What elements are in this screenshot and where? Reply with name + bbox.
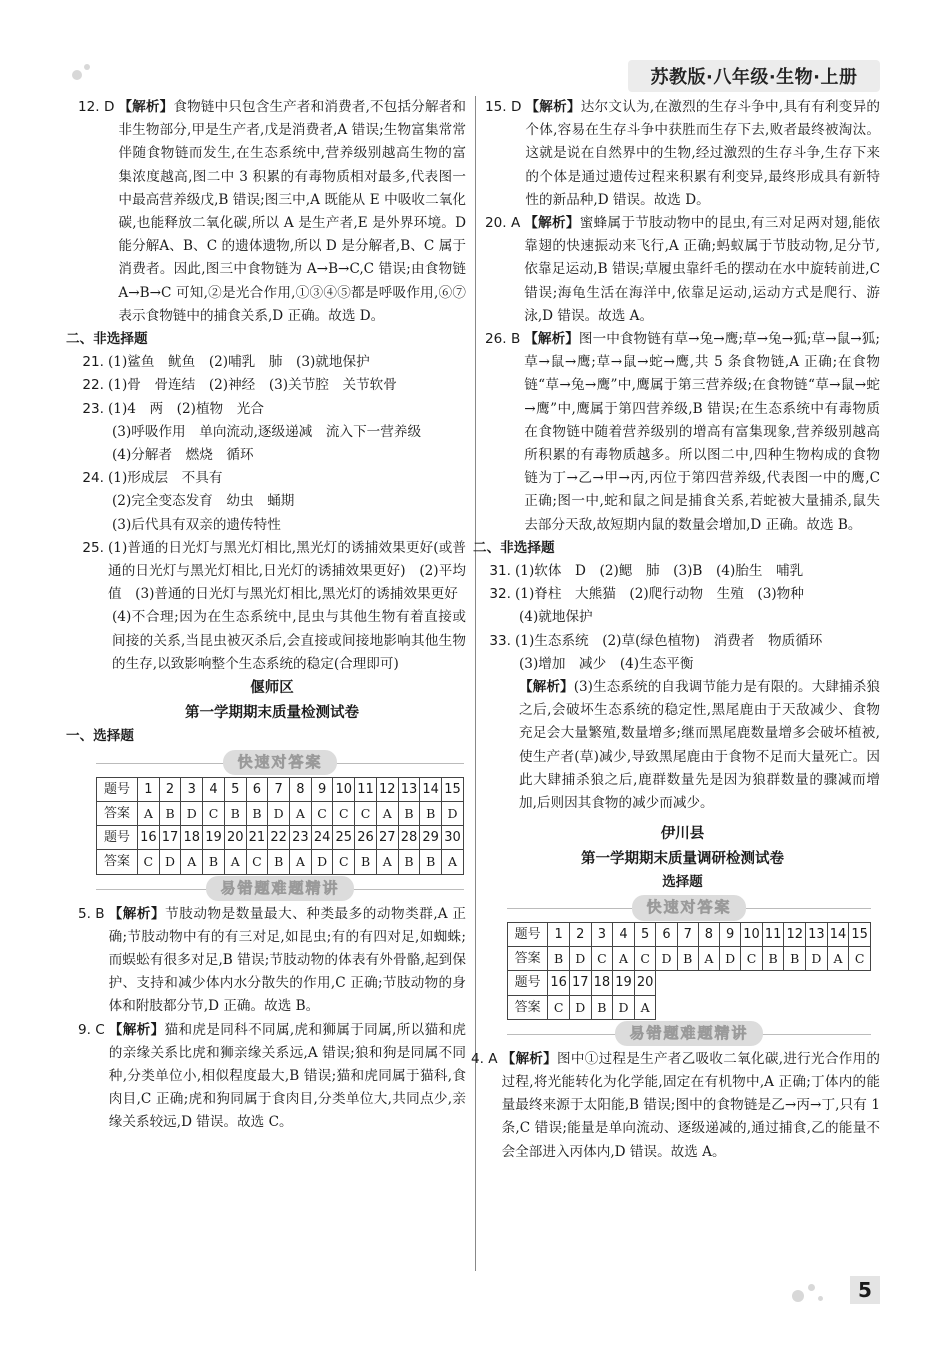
table-cell: D — [569, 947, 591, 971]
table-cell: 17 — [159, 826, 181, 850]
answer-text: (1)形成层 不具有 — [108, 470, 223, 487]
analysis-tag: 【解析】 — [501, 1050, 558, 1067]
table-cell: 18 — [181, 826, 203, 850]
table-cell: 23 — [290, 826, 312, 850]
table-cell: 4 — [203, 777, 225, 801]
table-cell: A — [442, 850, 464, 874]
table-cell: 9 — [311, 777, 333, 801]
table-cell: 14 — [420, 777, 442, 801]
table-cell: 12 — [784, 922, 806, 946]
table-cell: 3 — [181, 777, 203, 801]
answer-text: (1)普通的日光灯与黑光灯相比,黑光灯的诱捕效果更好(或普通的日光灯与黑光灯相比,日光灯的诱捕效果更好) (2)平均值 (3)普通的日光灯与黑光灯相比,黑光灯的诱捕效果更好 — [108, 539, 466, 603]
answer-text: 节肢动物是数量最大、种类最多的动物类群,A 正确;节肢动物中有的有三对足,如昆虫;有的有四对足,如蜘蛛;而蜈蚣有很多对足,B 错误;节肢动物的体表有外骨骼,起到保护、支持和减少体内水分散失的作用,C 正确;节肢动物的身体和附肢都分节,D 正确。故选 B。 — [108, 905, 466, 1015]
table-cell: D — [719, 947, 740, 971]
exam-title: 第一学期期末质量调研检测试卷 — [581, 850, 784, 867]
table-cell: A — [698, 947, 719, 971]
table-cell: 18 — [591, 971, 613, 995]
table-cell: 1 — [137, 777, 159, 801]
table-cell: D — [569, 995, 591, 1019]
table-row — [508, 995, 871, 1019]
answer-text: 猫和虎是同科不同属,虎和狮属于同属,所以猫和虎的亲缘关系比虎和狮亲缘关系远,A 错误;狼和狗是同属不同种,分类单位小,相似程度最大,B 错误;猫和虎同属于猫科,食肉目,C 正确;虎和狗同属于食肉目,分类单位大,共同点少,亲缘关系较远,D 错误。故选 C。 — [108, 1021, 467, 1131]
table-cell: A — [290, 801, 312, 825]
banner-label: 易错题难题精讲 — [206, 876, 353, 901]
section-heading: 一、选择题 — [66, 728, 134, 745]
answer-text: (1)骨 骨连结 (2)神经 (3)关节腔 关节软骨 — [108, 377, 397, 394]
answer-item — [78, 903, 466, 1019]
answer-item — [78, 537, 466, 607]
table-header-cell: 答案 — [508, 947, 548, 971]
table-cell: C — [203, 801, 225, 825]
answer-item — [485, 328, 880, 537]
table-cell: B — [762, 947, 784, 971]
table-cell: B — [398, 801, 420, 825]
answer-text: (1)鲨鱼 鱿鱼 (2)哺乳 肺 (3)就地保护 — [108, 354, 370, 371]
table-cell: B — [784, 947, 806, 971]
table-cell: B — [203, 850, 225, 874]
table-cell: A — [376, 850, 398, 874]
table-cell: C — [355, 801, 377, 825]
table-cell: 24 — [311, 826, 333, 850]
answer-text: (1)软体 D (2)鳃 肺 (3)B (4)胎生 哺乳 — [515, 563, 804, 580]
question-number: 25. — [82, 539, 104, 556]
table-cell: B — [398, 850, 420, 874]
question-number: 20. A — [485, 215, 521, 232]
table-header-cell: 答案 — [97, 801, 138, 825]
question-number: 9. C — [78, 1021, 105, 1038]
answer-line: (2)完全变态发育 幼虫 蛹期 — [112, 493, 295, 510]
table-cell: A — [376, 801, 398, 825]
table-header-cell: 题号 — [97, 826, 138, 850]
answer-line: (4)不合理;因为在生态系统中,昆虫与其他生物有着直接或间接的关系,当昆虫被灭杀后,会直接或间接地影响其他生物的生存,以致影响整个生态系统的稳定(合理即可) — [112, 609, 466, 672]
table-cell: B — [224, 801, 246, 825]
answer-line: (4)就地保护 — [519, 609, 593, 626]
table-cell: B — [355, 850, 377, 874]
answer-item — [78, 398, 466, 421]
answer-line: (3)后代具有双亲的遗传特性 — [112, 516, 281, 533]
table-cell: D — [159, 850, 181, 874]
table-cell: 28 — [398, 826, 420, 850]
answer-line: (3)增加 减少 (4)生态平衡 — [519, 655, 694, 672]
table-header-cell: 题号 — [97, 777, 138, 801]
answer-analysis — [485, 676, 880, 815]
table-cell: C — [246, 850, 268, 874]
table-cell: 1 — [548, 922, 570, 946]
table-cell: C — [634, 947, 656, 971]
table-cell: 15 — [849, 922, 871, 946]
banner-label: 快速对答案 — [632, 895, 745, 920]
table-cell: C — [591, 947, 613, 971]
table-cell: A — [181, 850, 203, 874]
answer-table — [96, 777, 464, 875]
table-cell: 7 — [268, 777, 290, 801]
table-cell: C — [137, 850, 159, 874]
table-cell: C — [333, 850, 355, 874]
table-cell: B — [591, 995, 613, 1019]
table-header-cell: 答案 — [508, 995, 548, 1019]
table-cell: 2 — [159, 777, 181, 801]
table-header-cell: 题号 — [508, 922, 548, 946]
quick-answer-banner — [96, 751, 464, 775]
table-cell: B — [246, 801, 268, 825]
answer-text: (3)生态系统的自我调节能力是有限的。大肆捕杀狼之后,会破坏生态系统的稳定性,黑尾鹿由于天敌减少、食物充足会大量繁殖,数量增多;继而黑尾鹿数量增多会破坏植被,使生产者(草)减少,导致黑尾鹿由于食物不足而大量死亡。因此大肆捕杀狼之后,鹿群数量先是因为狼群数量的骤减而增加,后则因其食物的减少而减少。 — [519, 679, 880, 812]
table-cell: 25 — [333, 826, 355, 850]
table-cell: 5 — [224, 777, 246, 801]
table-header-cell: 题号 — [508, 971, 548, 995]
question-number: 31. — [489, 563, 511, 580]
answer-item — [78, 374, 466, 397]
hard-question-banner — [507, 1022, 871, 1046]
hard-question-banner — [96, 877, 464, 901]
table-cell: 19 — [203, 826, 225, 850]
table-cell: 22 — [268, 826, 290, 850]
answer-text: (1)4 两 (2)植物 光合 — [108, 400, 264, 417]
analysis-tag: 【解析】 — [524, 331, 579, 348]
table-row — [97, 801, 464, 825]
table-cell: 12 — [376, 777, 398, 801]
table-row — [97, 850, 464, 874]
table-cell: 11 — [355, 777, 377, 801]
table-cell: 14 — [827, 922, 849, 946]
table-cell: B — [159, 801, 181, 825]
answer-item — [485, 212, 880, 328]
section-heading: 二、非选择题 — [473, 539, 555, 556]
left-column — [66, 96, 467, 1135]
table-cell: 11 — [762, 922, 784, 946]
table-cell: 3 — [591, 922, 613, 946]
answer-text: 图一中食物链有草→兔→鹰;草→兔→狐;草→鼠→狐;草→鼠→鹰;草→鼠→蛇→鹰,共 5 条食物链,A 正确;在食物链“草→兔→鹰”中,鹰属于第三营养级;在食物链“草→鼠→蛇→鹰”中,鹰属于第四营养级,B 错误;在生态系统中有毒物质在食物链中随着营养级别的增高有富集现象,营养级别越高所积累的有毒物质越多。所以图二中,四种生物构成的食物链为丁→乙→甲→丙,丙位于第四营养级,代表图一中的鹰,C 正确;图一中,蛇和鼠之间是捕食关系,若蛇被大量捕杀,鼠失去部分天敌,故短期内鼠的数量会增加,D 正确。故选 B。 — [524, 331, 880, 533]
answer-text: 达尔文认为,在激烈的生存斗争中,具有有利变异的个体,容易在生存斗争中获胜而生存下去,败者最终被淘汰。这就是说在自然界中的生物,经过激烈的生存斗争,生存下来的个体是通过遗传过程来积累有利变异,最终形成具有新特性的新品种,D 错误。故选 D。 — [525, 99, 880, 208]
table-cell: 16 — [137, 826, 159, 850]
table-cell: C — [849, 947, 871, 971]
table-cell: 9 — [719, 922, 740, 946]
table-cell: 7 — [677, 922, 698, 946]
question-number: 33. — [489, 632, 511, 649]
exam-title: 第一学期期末质量检测试卷 — [185, 705, 359, 722]
question-number: 24. — [82, 470, 104, 487]
district-title: 偃师区 — [250, 680, 294, 697]
section-subtitle: 选择题 — [662, 873, 703, 890]
table-cell: 6 — [246, 777, 268, 801]
district-title: 伊川县 — [660, 826, 705, 843]
table-cell: D — [442, 801, 464, 825]
table-cell: B — [548, 947, 570, 971]
table-cell: C — [333, 801, 355, 825]
banner-label: 易错题难题精讲 — [615, 1021, 762, 1046]
table-row — [97, 826, 464, 850]
answer-table — [507, 922, 871, 1020]
table-cell: C — [548, 995, 570, 1019]
question-number: 12. D — [78, 99, 115, 115]
table-cell: 8 — [698, 922, 719, 946]
table-row — [508, 922, 871, 946]
analysis-tag: 【解析】 — [118, 99, 174, 115]
question-number: 15. D — [485, 99, 522, 115]
table-cell: B — [420, 801, 442, 825]
table-cell: B — [268, 850, 290, 874]
table-cell: D — [181, 801, 203, 825]
answer-item — [78, 1019, 466, 1135]
analysis-tag: 【解析】 — [525, 99, 581, 115]
header-bar — [628, 60, 880, 92]
table-cell: 13 — [398, 777, 420, 801]
table-cell: 19 — [613, 971, 635, 995]
right-column — [471, 96, 881, 1164]
table-cell: D — [806, 947, 828, 971]
question-number: 23. — [82, 400, 104, 417]
answer-item — [485, 96, 880, 212]
table-cell: 4 — [613, 922, 635, 946]
answer-item — [78, 351, 466, 374]
table-cell: A — [634, 995, 656, 1019]
table-row — [97, 777, 464, 801]
table-cell: B — [420, 850, 442, 874]
table-row — [508, 947, 871, 971]
table-cell: 10 — [741, 922, 763, 946]
table-cell: 13 — [806, 922, 828, 946]
answer-line: (4)分解者 燃烧 循环 — [112, 447, 254, 464]
table-cell: A — [290, 850, 312, 874]
table-cell: A — [613, 947, 635, 971]
answer-item — [485, 583, 880, 606]
table-cell: C — [311, 801, 333, 825]
table-cell: 20 — [224, 826, 246, 850]
analysis-tag: 【解析】 — [108, 905, 166, 922]
table-cell: 8 — [290, 777, 312, 801]
table-cell: 2 — [569, 922, 591, 946]
question-number: 32. — [489, 586, 511, 603]
banner-label: 快速对答案 — [223, 750, 336, 775]
analysis-tag: 【解析】 — [108, 1021, 165, 1038]
answer-text: 食物链中只包含生产者和消费者,不包括分解者和非生物部分,甲是生产者,戊是消费者,A 错误;生物富集常常伴随食物链而发生,在生态系统中,营养级别越高生物的富集浓度越高,图二中 3 积累的有毒物质相对最多,代表图一中最高营养级戊,B 错误;图三中,A 既能从 E 中吸收二氧化碳,也能释放二氧化碳,所以 A 是生产者,E 是外界环境。D 能分解A、B、C 的遗体遗物,所以 D 是分解者,B、C 属于消费者。因此,图三中食物链为 A→B→C,C 错误;由食物链 A→B→C 可知,②是光合作用,①③④⑤都是呼吸作用,⑥⑦表示食物链中的捕食关系,D 正确。故选 D。 — [118, 99, 466, 324]
table-cell: D — [613, 995, 635, 1019]
question-number: 5. B — [78, 905, 105, 922]
table-cell: 20 — [634, 971, 656, 995]
table-cell: C — [741, 947, 763, 971]
table-header-cell: 答案 — [97, 850, 138, 874]
question-number: 4. A — [471, 1050, 498, 1067]
table-cell: 10 — [333, 777, 355, 801]
quick-answer-banner — [507, 896, 871, 920]
table-cell: 29 — [420, 826, 442, 850]
answer-line: (3)呼吸作用 单向流动,逐级递减 流入下一营养级 — [112, 423, 422, 440]
header-title: 苏教版·八年级·生物·上册 — [650, 67, 858, 88]
table-cell: 26 — [355, 826, 377, 850]
answer-text: 图中①过程是生产者乙吸收二氧化碳,进行光合作用的过程,将光能转化为化学能,固定在有机物中,A 正确;丁体内的能量最终来源于太阳能,B 错误;图中的食物链是乙→丙→丁,只有 1 条,C 错误;能量是单向流动、逐级递减的,通过捕食,乙的能量不会全部进入丙体内,D 错误。故选 A。 — [501, 1050, 880, 1160]
table-cell: 15 — [442, 777, 464, 801]
table-cell: A — [224, 850, 246, 874]
page-number: 5 — [850, 1276, 880, 1304]
table-cell: A — [827, 947, 849, 971]
question-number: 21. — [82, 354, 104, 371]
answer-item — [78, 96, 466, 328]
table-cell: 21 — [246, 826, 268, 850]
table-cell: 30 — [442, 826, 464, 850]
question-number: 26. B — [485, 331, 521, 348]
table-cell: 16 — [548, 971, 570, 995]
answer-text: (1)生态系统 (2)草(绿色植物) 消费者 物质循环 — [515, 632, 823, 649]
table-row — [508, 971, 871, 995]
analysis-tag: 【解析】 — [524, 215, 580, 232]
answer-item — [78, 467, 466, 490]
table-cell: 5 — [634, 922, 656, 946]
table-cell: A — [137, 801, 159, 825]
answer-item — [485, 560, 880, 583]
section-heading: 二、非选择题 — [66, 331, 148, 348]
table-cell: 17 — [569, 971, 591, 995]
table-cell: 27 — [376, 826, 398, 850]
table-cell: 6 — [656, 922, 677, 946]
table-cell: D — [311, 850, 333, 874]
question-number: 22. — [82, 377, 104, 394]
answer-text: (1)脊柱 大熊猫 (2)爬行动物 生殖 (3)物种 — [515, 586, 804, 603]
answer-item — [471, 1048, 880, 1164]
answer-item — [485, 630, 880, 653]
table-cell: D — [268, 801, 290, 825]
table-cell: D — [656, 947, 677, 971]
analysis-tag: 【解析】 — [519, 679, 574, 696]
table-cell: B — [677, 947, 698, 971]
answer-text: 蜜蜂属于节肢动物中的昆虫,有三对足两对翅,能依靠翅的快速振动来飞行,A 正确;蚂蚁属于节肢动物,足分节,依靠足运动,B 错误;草履虫靠纤毛的摆动在水中旋转前进,C 错误;海龟生活在海洋中,依靠足运动,运动方式是爬行、游泳,D 错误。故选 A。 — [524, 215, 881, 324]
